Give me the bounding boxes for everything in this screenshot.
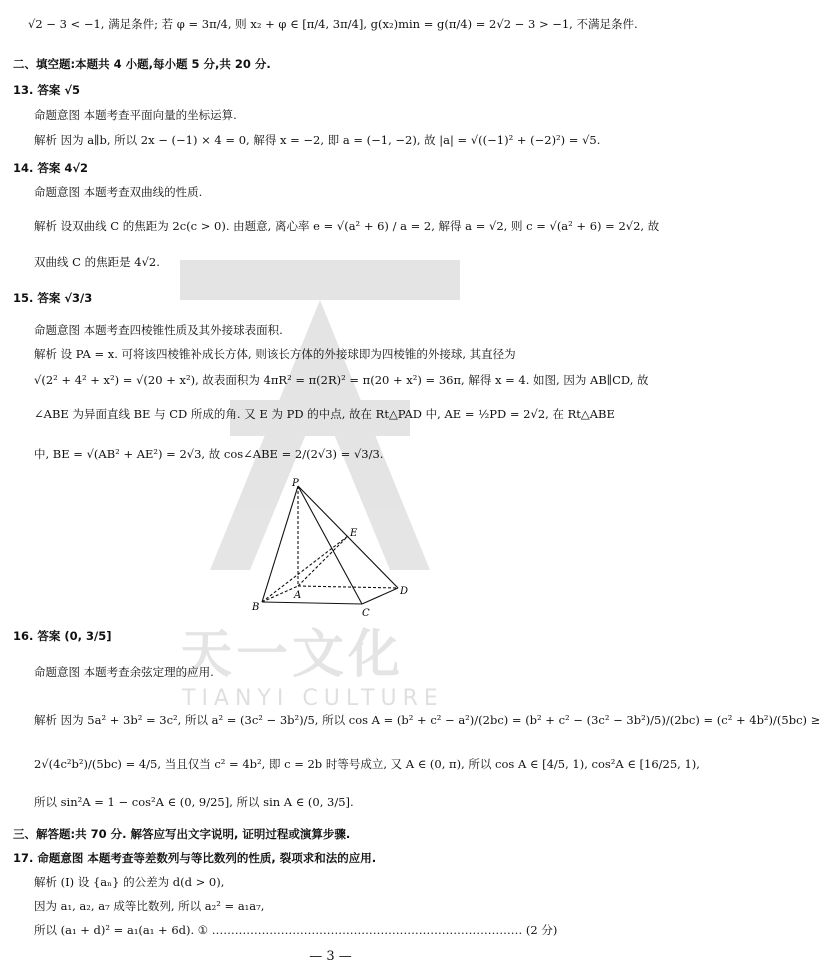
- watermark-subtitle: TIANYI CULTURE: [182, 686, 444, 711]
- watermark-title: 天一文化: [180, 625, 405, 685]
- label-C: C: [362, 608, 370, 619]
- question-heading: 17. 命题意图 本题考查等差数列与等比数列的性质, 裂项求和法的应用.: [13, 851, 377, 865]
- solution-line: 解析 (Ⅰ) 设 {aₙ} 的公差为 d(d > 0),: [34, 875, 225, 889]
- text-line: √2 − 3 < −1, 满足条件; 若 φ = 3π/4, 则 x₂ + φ ∈ [π/4, 3π/4], g(x₂)min = g(π/4) = 2√2 − 3 > −1, 不满足条件.: [28, 17, 638, 31]
- page-number: — 3 —: [309, 949, 352, 964]
- solution-line: 中, BE = √(AB² + AE²) = 2√3, 故 cos∠ABE = 2/(2√3) = √3/3.: [34, 447, 384, 461]
- solution-line: 所以 (a₁ + d)² = a₁(a₁ + 6d). ① ……………………………………………………………………… (2 分): [34, 923, 558, 937]
- solution-line: 双曲线 C 的焦距是 4√2.: [34, 255, 160, 269]
- pyramid-figure: [250, 478, 410, 618]
- answer-heading: 14. 答案 4√2: [13, 161, 89, 175]
- solution-line: √(2² + 4² + x²) = √(20 + x²), 故表面积为 4πR² = π(2R)² = π(20 + x²) = 36π, 解得 x = 4. 如图, 因为 AB∥CD, 故: [34, 373, 649, 387]
- solution-line: 解析 因为 5a² + 3b² = 3c², 所以 a² = (3c² − 3b²)/5, 所以 cos A = (b² + c² − a²)/(2bc) = (b² + c² − (3c² − 3b²)/5)/(2bc) = (c² + 4b²)/(5bc) ≥: [34, 713, 820, 727]
- label-A: A: [294, 590, 302, 601]
- solution-line: ∠ABE 为异面直线 BE 与 CD 所成的角. 又 E 为 PD 的中点, 故在 Rt△PAD 中, AE = ½PD = 2√2, 在 Rt△ABE: [34, 407, 615, 421]
- label-P: P: [292, 478, 299, 489]
- intent-line: 命题意图 本题考查平面向量的坐标运算.: [34, 108, 237, 122]
- intent-line: 命题意图 本题考查余弦定理的应用.: [34, 665, 214, 679]
- solution-line: 解析 设 PA = x. 可将该四棱锥补成长方体, 则该长方体的外接球即为四棱锥的外接球, 其直径为: [34, 347, 516, 361]
- section-heading: 三、解答题:共 70 分. 解答应写出文字说明, 证明过程或演算步骤.: [13, 827, 351, 841]
- label-E: E: [350, 528, 358, 539]
- answer-heading: 15. 答案 √3/3: [13, 291, 93, 305]
- solution-line: 解析 因为 a∥b, 所以 2x − (−1) × 4 = 0, 解得 x = −2, 即 a = (−1, −2), 故 |a| = √((−1)² + (−2)²) = √5.: [34, 133, 601, 147]
- label-D: D: [400, 586, 409, 597]
- solution-line: 解析 设双曲线 C 的焦距为 2c(c > 0). 由题意, 离心率 e = √(a² + 6) / a = 2, 解得 a = √2, 则 c = √(a² + 6) = 2√2, 故: [34, 219, 660, 233]
- solution-line: 2√(4c²b²)/(5bc) = 4/5, 当且仅当 c² = 4b², 即 c = 2b 时等号成立, 又 A ∈ (0, π), 所以 cos A ∈ [4/5, 1), cos²A ∈ [16/25, 1),: [34, 757, 700, 771]
- solution-line: 所以 sin²A = 1 − cos²A ∈ (0, 9/25], 所以 sin A ∈ (0, 3/5].: [34, 795, 354, 809]
- section-heading: 二、填空题:本题共 4 小题,每小题 5 分,共 20 分.: [13, 57, 271, 71]
- answer-heading: 16. 答案 (0, 3/5]: [13, 629, 112, 643]
- intent-line: 命题意图 本题考查四棱锥性质及其外接球表面积.: [34, 323, 283, 337]
- label-B: B: [252, 602, 260, 613]
- intent-line: 命题意图 本题考查双曲线的性质.: [34, 185, 203, 199]
- answer-heading: 13. 答案 √5: [13, 83, 81, 97]
- solution-line: 因为 a₁, a₂, a₇ 成等比数列, 所以 a₂² = a₁a₇,: [34, 899, 265, 913]
